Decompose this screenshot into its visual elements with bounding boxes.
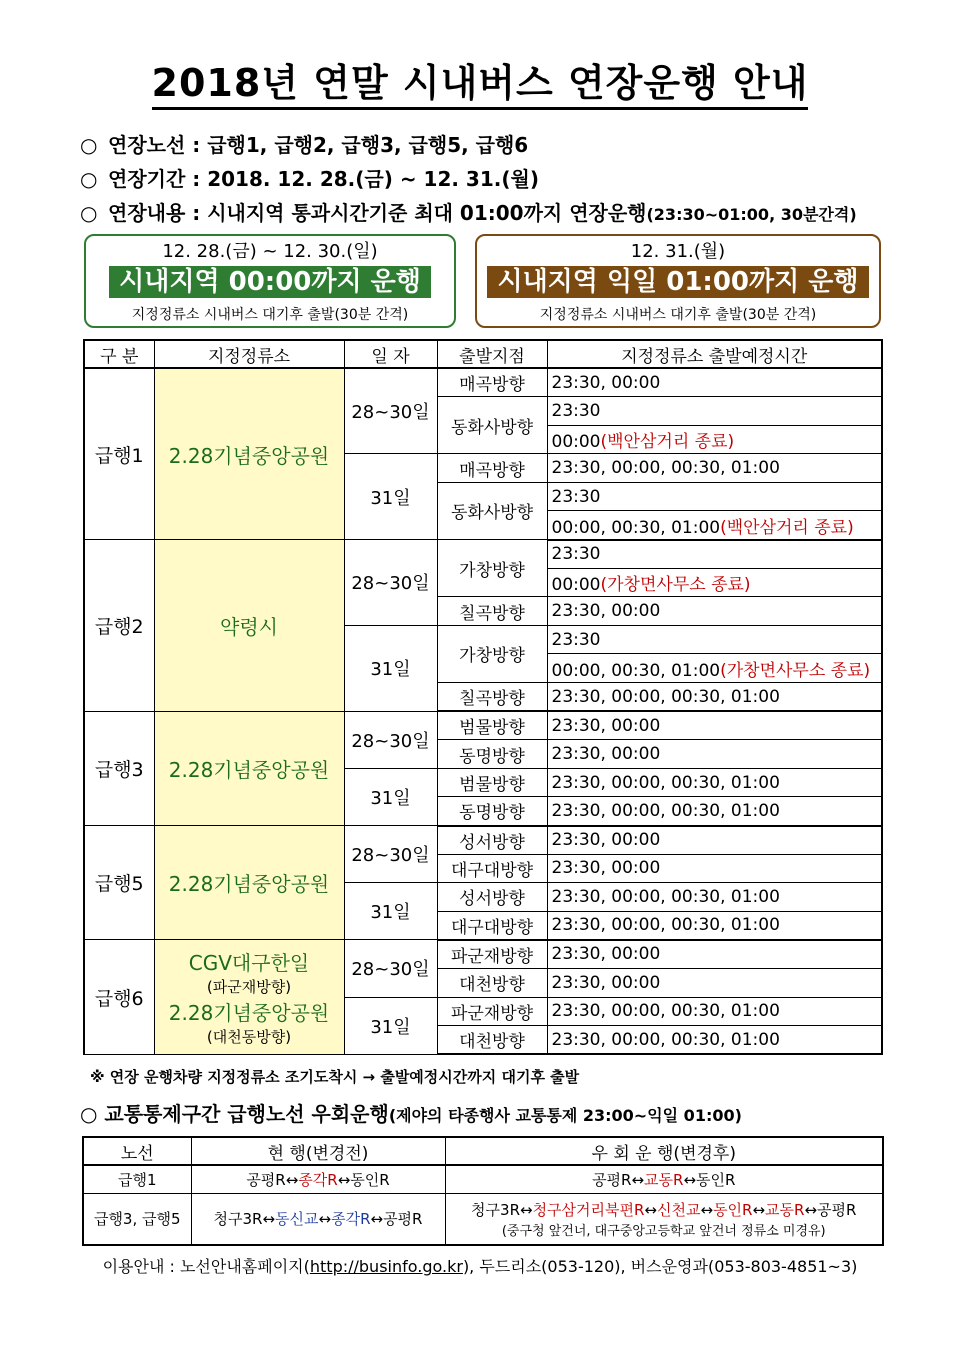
operation-date: 31일 <box>344 768 437 825</box>
footnote: ※ 연장 운행차량 지정정류소 조기도착시 → 출발예정시간까지 대기후 출발 <box>90 1068 580 1086</box>
detour-after <box>445 1193 883 1245</box>
detour-row <box>83 1165 883 1193</box>
departure-direction: 칠곡방향 <box>437 597 547 626</box>
operation-date: 28~30일 <box>344 826 437 883</box>
departure-direction: 동명방향 <box>437 797 547 826</box>
page-title <box>0 52 960 107</box>
departure-direction: 동명방향 <box>437 740 547 769</box>
termination-note: (가창면사무소 종료) <box>720 660 871 681</box>
period-date: 12. 28.(금) ~ 12. 30.(일) <box>162 241 378 262</box>
time-value: 23:30, 00:00 <box>551 372 661 393</box>
route-segment: 공평R↔ <box>592 1170 645 1189</box>
operation-date: 31일 <box>344 997 437 1054</box>
overview-period-text: 연장기간 : 2018. 12. 28.(금) ~ 12. 31.(월) <box>108 167 539 191</box>
detour-route: 급행3, 급행5 <box>83 1193 191 1245</box>
overview-list <box>80 128 900 230</box>
schedule-row <box>84 826 882 855</box>
time-value: 23:30 <box>551 486 601 507</box>
schedule-row <box>84 368 882 397</box>
route-segment-changed: 신천교 <box>657 1200 701 1219</box>
departure-times <box>547 397 882 426</box>
period-note: 지정정류소 시내버스 대기후 출발(30분 간격) <box>131 307 409 323</box>
overview-routes <box>80 128 900 162</box>
termination-note: (백안삼거리 종료) <box>720 517 854 538</box>
departure-times <box>547 368 882 397</box>
designated-stop: 약령시 <box>154 540 344 712</box>
departure-direction: 범물방향 <box>437 711 547 740</box>
period-date: 12. 31.(월) <box>630 241 726 262</box>
departure-direction: 동화사방향 <box>437 482 547 539</box>
overview-content <box>80 196 900 230</box>
time-value: 23:30, 00:00, 00:30, 01:00 <box>551 915 780 936</box>
departure-times <box>547 625 882 654</box>
detour-note: (중구청 앞건너, 대구중앙고등학교 앞건너 정류소 미경유) <box>501 1223 826 1239</box>
detour-title-note: (제야의 타종행사 교통통제 23:00~익일 01:00) <box>388 1106 742 1125</box>
route-name: 급행3 <box>84 711 154 825</box>
departure-times <box>547 511 882 540</box>
bullet-mark: ○ <box>80 1102 98 1126</box>
time-value: 23:30, 00:00, 00:30, 01:00 <box>551 458 780 479</box>
route-segment-changed: 종각R <box>331 1210 371 1229</box>
time-value: 23:30, 00:00, 00:30, 01:00 <box>551 772 780 793</box>
departure-times <box>547 454 882 483</box>
departure-direction: 대천방향 <box>437 968 547 997</box>
time-value: 23:30, 00:00 <box>551 944 661 965</box>
route-segment: 청구3R↔ <box>213 1210 276 1229</box>
stop-name: CGV대구한일 <box>188 951 310 976</box>
route-segment-changed: 동인R <box>713 1200 753 1219</box>
departure-direction: 대구대방향 <box>437 911 547 940</box>
departure-times <box>547 540 882 569</box>
period-box-31 <box>475 234 881 328</box>
homepage-link[interactable]: http://businfo.go.kr <box>309 1257 463 1276</box>
detour-before <box>191 1165 445 1193</box>
departure-direction: 가창방향 <box>437 540 547 597</box>
departure-direction: 매곡방향 <box>437 454 547 483</box>
detour-route: 급행1 <box>83 1165 191 1193</box>
stop-direction: (대천동방향) <box>206 1028 292 1047</box>
stop-direction: (파군재방향) <box>206 978 292 997</box>
route-name: 급행5 <box>84 826 154 940</box>
period-banner: 시내지역 00:00까지 운행 <box>109 266 431 298</box>
departure-direction: 동화사방향 <box>437 397 547 454</box>
time-value: 23:30, 00:00 <box>551 858 661 879</box>
route-segment-changed: 청구삼거리북편R <box>532 1200 645 1219</box>
departure-times <box>547 568 882 597</box>
operation-date: 28~30일 <box>344 540 437 626</box>
operation-date: 31일 <box>344 454 437 540</box>
overview-period <box>80 162 900 196</box>
detour-after <box>445 1165 883 1193</box>
departure-times <box>547 482 882 511</box>
departure-direction: 칠곡방향 <box>437 683 547 712</box>
departure-direction: 대천방향 <box>437 1026 547 1055</box>
time-value: 23:30, 00:00 <box>551 830 661 851</box>
operation-date: 31일 <box>344 625 437 711</box>
departure-direction: 범물방향 <box>437 768 547 797</box>
departure-direction: 파군재방향 <box>437 940 547 969</box>
route-segment: ↔공평R <box>370 1210 423 1229</box>
departure-times <box>547 997 882 1026</box>
bullet-mark: ○ <box>80 133 98 157</box>
departure-times <box>547 683 882 712</box>
route-segment-changed: 종각R <box>298 1170 338 1189</box>
contact-info <box>0 1254 960 1277</box>
route-segment: ↔ <box>318 1210 332 1229</box>
departure-times <box>547 911 882 940</box>
time-value: 23:30, 00:00 <box>551 715 661 736</box>
contact-suffix: ), 두드리소(053-120), 버스운영과(053-803-4851~3) <box>462 1257 858 1276</box>
time-value: 23:30, 00:00 <box>551 972 661 993</box>
detour-header-row <box>83 1137 883 1165</box>
route-segment-changed: 동신교 <box>275 1210 319 1229</box>
stop-name: 2.28기념중앙공원 <box>168 1001 330 1026</box>
detour-before <box>191 1193 445 1245</box>
termination-note: (가창면사무소 종료) <box>600 574 751 595</box>
time-value: 23:30 <box>551 629 601 650</box>
route-segment: ↔동인R <box>337 1170 390 1189</box>
designated-stop: 2.28기념중앙공원 <box>154 711 344 825</box>
detour-row <box>83 1193 883 1245</box>
detour-title <box>80 1098 742 1127</box>
departure-times <box>547 740 882 769</box>
departure-times <box>547 711 882 740</box>
detour-header-before: 현 행(변경전) <box>191 1137 445 1165</box>
departure-times <box>547 968 882 997</box>
departure-direction: 파군재방향 <box>437 997 547 1026</box>
departure-times <box>547 854 882 883</box>
period-box-28-30 <box>84 234 456 328</box>
overview-routes-text: 연장노선 : 급행1, 급행2, 급행3, 급행5, 급행6 <box>108 133 529 157</box>
operation-date: 28~30일 <box>344 368 437 454</box>
departure-direction: 대구대방향 <box>437 854 547 883</box>
departure-times <box>547 883 882 912</box>
period-note: 지정정류소 시내버스 대기후 출발(30분 간격) <box>539 307 817 323</box>
route-segment: ↔ <box>700 1200 714 1219</box>
bullet-mark: ○ <box>80 167 98 191</box>
operation-date: 28~30일 <box>344 711 437 768</box>
detour-header-after: 우 회 운 행(변경후) <box>445 1137 883 1165</box>
termination-note: (백안삼거리 종료) <box>600 431 735 452</box>
overview-content-interval: (23:30~01:00, 30분간격) <box>646 205 857 224</box>
time-value: 23:30, 00:00, 00:30, 01:00 <box>551 886 780 907</box>
time-value: 23:30 <box>551 544 601 565</box>
departure-direction: 성서방향 <box>437 883 547 912</box>
schedule-row <box>84 940 882 969</box>
route-segment: ↔동인R <box>683 1170 736 1189</box>
route-segment: ↔공평R <box>804 1200 857 1219</box>
designated-stop: 2.28기념중앙공원 <box>154 368 344 540</box>
detour-table <box>82 1136 884 1246</box>
time-value: 23:30, 00:00, 00:30, 01:00 <box>551 800 780 821</box>
page-title-text: 2018년 연말 시내버스 연장운행 안내 <box>152 61 809 110</box>
time-value: 23:30, 00:00 <box>551 744 661 765</box>
period-banner: 시내지역 익일 01:00까지 운행 <box>487 266 868 298</box>
schedule-row <box>84 540 882 569</box>
route-name: 급행2 <box>84 540 154 712</box>
route-segment: ↔ <box>752 1200 766 1219</box>
bullet-mark: ○ <box>80 201 98 225</box>
header-category: 구 분 <box>84 340 154 368</box>
route-segment: 청구3R↔ <box>471 1200 533 1219</box>
time-value: 00:00, 00:30, 01:00 <box>551 517 721 538</box>
route-segment: ↔ <box>644 1200 657 1219</box>
schedule-table <box>83 339 883 1055</box>
route-segment: 공평R↔ <box>246 1170 299 1189</box>
header-departure: 출발지점 <box>437 340 547 368</box>
detour-header-route: 노선 <box>83 1137 191 1165</box>
departure-direction: 가창방향 <box>437 625 547 682</box>
header-stop: 지정정류소 <box>154 340 344 368</box>
route-segment-changed: 교동R <box>765 1200 805 1219</box>
operation-date: 31일 <box>344 883 437 940</box>
departure-times <box>547 797 882 826</box>
schedule-row <box>84 711 882 740</box>
time-value: 00:00 <box>551 574 601 595</box>
departure-direction: 성서방향 <box>437 826 547 855</box>
departure-times <box>547 940 882 969</box>
detour-title-text: 교통통제구간 급행노선 우회운행 <box>104 1102 389 1126</box>
departure-times <box>547 1026 882 1055</box>
route-name: 급행6 <box>84 940 154 1054</box>
time-value: 00:00, 00:30, 01:00 <box>551 660 721 681</box>
time-value: 23:30, 00:00, 00:30, 01:00 <box>551 1029 780 1050</box>
contact-prefix: 이용안내 : 노선안내홈페이지( <box>102 1257 310 1276</box>
route-name: 급행1 <box>84 368 154 540</box>
departure-times <box>547 768 882 797</box>
header-times: 지정정류소 출발예정시간 <box>547 340 882 368</box>
time-value: 23:30, 00:00, 00:30, 01:00 <box>551 1001 780 1022</box>
time-value: 23:30, 00:00 <box>551 601 661 622</box>
time-value: 23:30, 00:00, 00:30, 01:00 <box>551 686 780 707</box>
time-value: 00:00 <box>551 431 601 452</box>
departure-times <box>547 425 882 454</box>
overview-content-text: 연장내용 : 시내지역 통과시간기준 최대 01:00까지 연장운행 <box>108 201 647 225</box>
operation-date: 28~30일 <box>344 940 437 997</box>
designated-stop: 2.28기념중앙공원 <box>154 826 344 940</box>
departure-times <box>547 597 882 626</box>
designated-stop <box>154 940 344 1054</box>
schedule-header-row <box>84 340 882 368</box>
departure-times <box>547 654 882 683</box>
departure-times <box>547 826 882 855</box>
departure-direction: 매곡방향 <box>437 368 547 397</box>
route-segment-changed: 교동R <box>644 1170 684 1189</box>
header-date: 일 자 <box>344 340 437 368</box>
time-value: 23:30 <box>551 400 601 421</box>
